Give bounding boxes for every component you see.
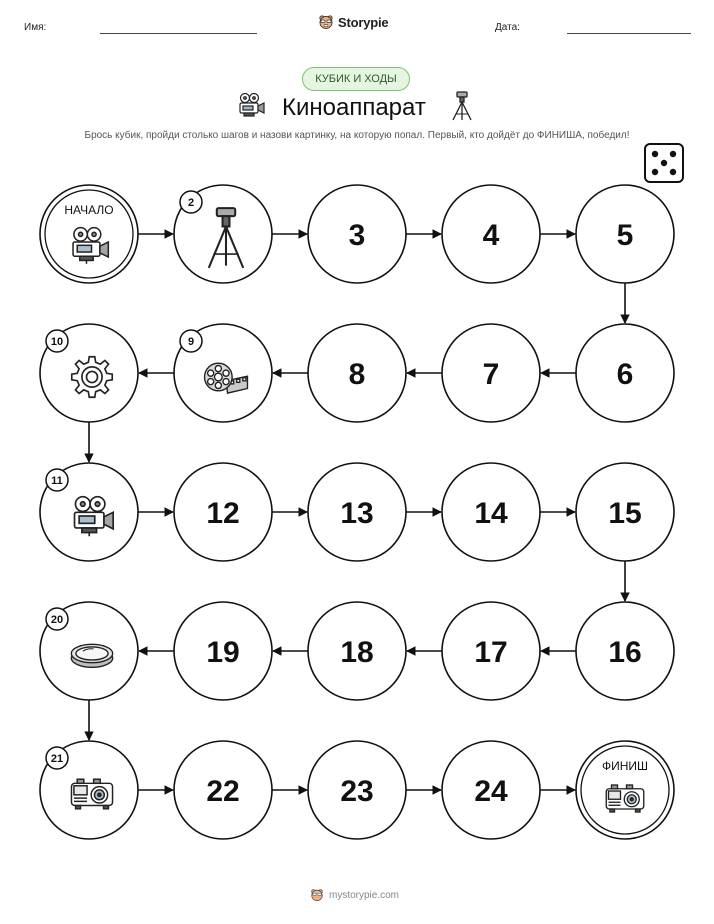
board-cell-18[interactable] [308, 602, 406, 700]
board-cell-16[interactable] [576, 602, 674, 700]
cell-number: 21 [50, 753, 64, 765]
lens-icon [71, 644, 112, 667]
board-cell-20[interactable] [40, 602, 138, 700]
cell-number: 20 [50, 614, 64, 626]
board-cell-8[interactable] [308, 324, 406, 422]
board-cell-2[interactable] [174, 185, 272, 283]
cell-number: 17 [474, 636, 508, 669]
cell-number: 8 [348, 358, 366, 391]
projector-icon [71, 779, 112, 809]
board-cell-5[interactable] [576, 185, 674, 283]
board-cell-22[interactable] [174, 741, 272, 839]
brand-name: Storypie [338, 14, 389, 30]
board-cell-19[interactable] [174, 602, 272, 700]
projector-icon [606, 785, 644, 812]
cell-number: 15 [608, 497, 642, 530]
board-cell-4[interactable] [442, 185, 540, 283]
cell-number: 10 [50, 336, 64, 348]
board-cell-7[interactable] [442, 324, 540, 422]
board-cell-17[interactable] [442, 602, 540, 700]
cell-number: 11 [51, 475, 63, 487]
date-label: Дата: [495, 22, 520, 33]
page-title: Киноаппарат [282, 94, 426, 121]
cell-number: 5 [616, 219, 634, 252]
gear-icon [72, 357, 112, 397]
name-label: Имя: [24, 22, 47, 33]
board-cell-23[interactable] [308, 741, 406, 839]
board-cell-13[interactable] [308, 463, 406, 561]
instructions: Брось кубик, пройди столько шагов и назови картинку, на которую попал. Первый, кто дойдёт до ФИНИША, победил! [84, 130, 630, 141]
board-cell-9[interactable] [174, 324, 272, 422]
cell-number: 13 [340, 497, 374, 530]
board-cell-24[interactable] [442, 741, 540, 839]
board-cell-12[interactable] [174, 463, 272, 561]
cell-number: 24 [474, 775, 508, 808]
game-type-badge: КУБИК И ХОДЫ [302, 67, 410, 91]
board-cell-14[interactable] [442, 463, 540, 561]
cell-number: 6 [616, 358, 634, 391]
board-cell-11[interactable] [40, 463, 138, 561]
start-label: НАЧАЛО [64, 203, 114, 217]
finish-label: ФИНИШ [601, 759, 649, 773]
cell-number: 2 [187, 197, 195, 209]
board-cell-21[interactable] [40, 741, 138, 839]
board-cell-6[interactable] [576, 324, 674, 422]
cell-number: 18 [340, 636, 374, 669]
cell-number: 16 [608, 636, 642, 669]
cell-number: 19 [206, 636, 240, 669]
cell-number: 14 [474, 497, 508, 530]
footer [310, 888, 399, 902]
board-cell-10[interactable] [40, 324, 138, 422]
cell-number: 23 [340, 775, 374, 808]
cell-number: 7 [482, 358, 500, 391]
footer-url[interactable]: mystorypie.com [329, 889, 400, 901]
board-cell-15[interactable] [576, 463, 674, 561]
bear-mascot-icon [310, 888, 324, 902]
cell-number: 12 [206, 497, 240, 530]
board-cell-25[interactable] [576, 741, 674, 839]
cell-number: 3 [348, 219, 366, 252]
board-cell-1[interactable] [40, 185, 138, 283]
cell-number: 22 [206, 775, 240, 808]
board-cell-3[interactable] [308, 185, 406, 283]
cell-number: 9 [187, 336, 195, 348]
cell-number: 4 [482, 219, 500, 252]
